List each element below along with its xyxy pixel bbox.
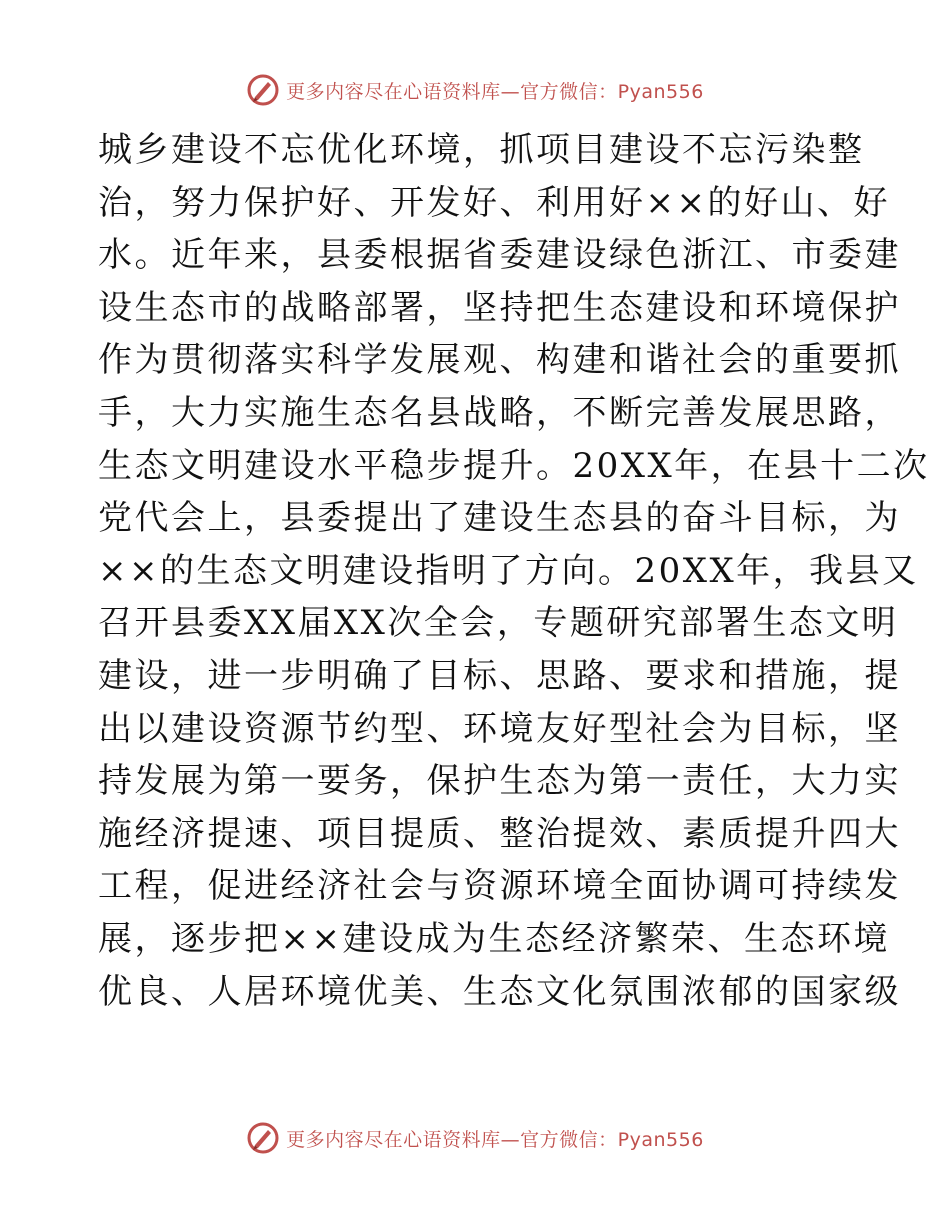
text-line: 出以建设资源节约型、环境友好型社会为目标，坚 xyxy=(98,708,901,749)
text-line: 治，努力保护好、开发好、利用好××的好山、好 xyxy=(98,182,890,223)
text-line: 召开县委XX届XX次全会，专题研究部署生态文明 xyxy=(98,603,899,644)
text-line: 施经济提速、项目提质、整治提效、素质提升四大 xyxy=(98,813,901,854)
text-line: 作为贯彻落实科学发展观、构建和谐社会的重要抓 xyxy=(98,340,901,381)
text-line: 展，逐步把××建设成为生态经济繁荣、生态环境 xyxy=(98,918,890,959)
text-line: ××的生态文明建设指明了方向。20XX年，我县又 xyxy=(98,550,919,591)
footer-banner-text: 更多内容尽在心语资料库—官方微信：Pyan556 xyxy=(286,1128,704,1151)
text-line: 手，大力实施生态名县战略，不断完善发展思路， xyxy=(98,392,901,433)
header-banner xyxy=(0,70,950,110)
footer-banner xyxy=(0,1118,950,1158)
text-line: 建设，进一步明确了目标、思路、要求和措施，提 xyxy=(98,655,901,696)
text-line: 城乡建设不忘优化环境，抓项目建设不忘污染整 xyxy=(98,130,865,170)
text-line: 优良、人居环境优美、生态文化氛围浓郁的国家级 xyxy=(98,971,901,1012)
logo-icon xyxy=(246,73,280,107)
logo-icon xyxy=(246,1121,280,1155)
text-line: 工程，促进经济社会与资源环境全面协调可持续发 xyxy=(98,866,901,907)
header-banner-text: 更多内容尽在心语资料库—官方微信：Pyan556 xyxy=(286,80,704,103)
body-text xyxy=(98,124,930,1018)
text-line: 设生态市的战略部署，坚持把生态建设和环境保护 xyxy=(98,287,901,328)
text-line: 水。近年来，县委根据省委建设绿色浙江、市委建 xyxy=(98,235,901,276)
text-line: 持发展为第一要务，保护生态为第一责任，大力实 xyxy=(98,761,901,802)
text-line: 党代会上，县委提出了建设生态县的奋斗目标，为 xyxy=(98,498,901,539)
text-line: 生态文明建设水平稳步提升。20XX年，在县十二次 xyxy=(98,445,930,486)
